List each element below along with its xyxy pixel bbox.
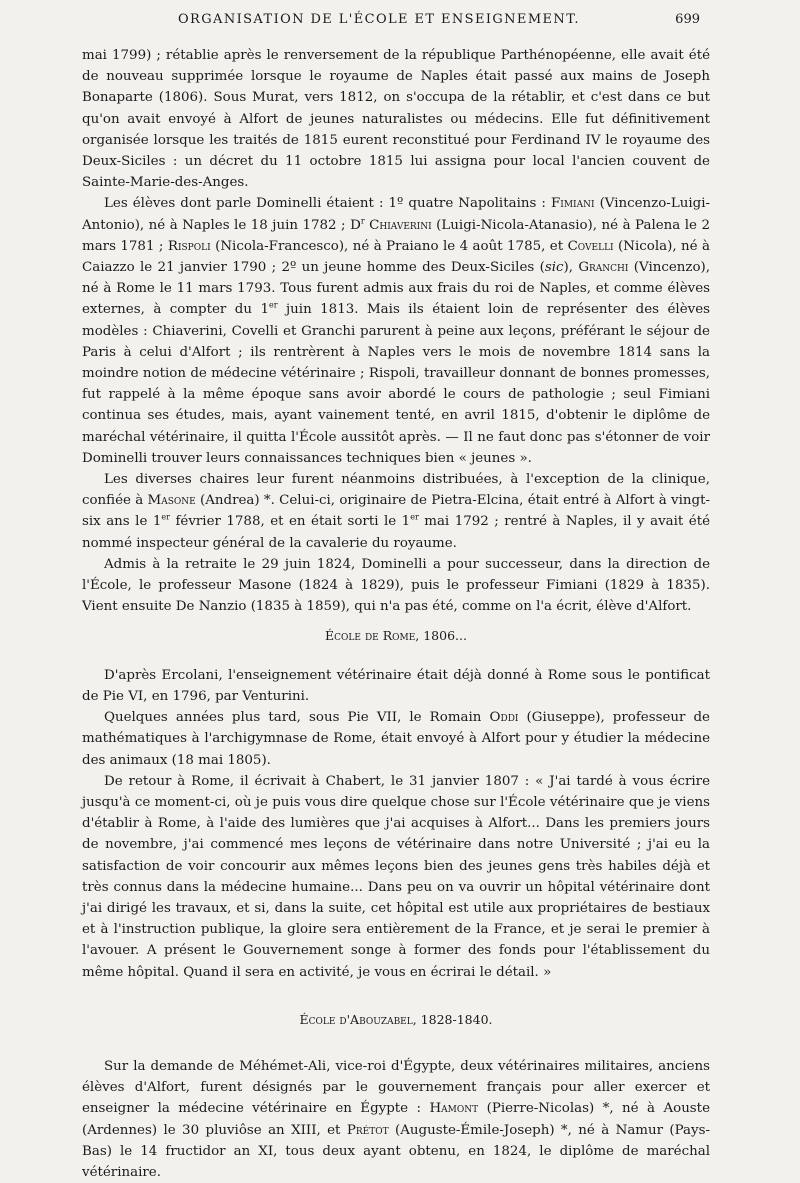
paragraph-retirement: Admis à la retraite le 29 juin 1824, Dominelli a pour successeur, dans la direction de l'École, le professeur Masone (1824 à 1829), puis le professeur Fimiani (1829 à 1835). Vient ensuite De Nanzio (1835 à 1859), qui n'a pas été, comme on l'a écrit, élève d'Alfort. (82, 556, 710, 615)
text-run: juin 1813. Mais ils étaient loin de représenter des élèves modèles : Chiaverini, Covelli et Granchi parurent à peine aux leçons, préférant le séjour de Paris à celui d'Alfort ; ils rentrèrent à Naples vers le mois de novembre 1814 sans la moindre notion de médecine vétérinaire ; Rispoli, travailleur donnant de bonnes promesses, fut rappelé à la même époque sans avoir abordé le cours de pathologie ; seul Fimiani continua ses études, mais, ayant vainement tenté, en avril 1815, d'obtenir le diplôme de maréchal vétérinaire, il quitta l'École aussitôt après. — Il ne faut donc pas s'étonner de voir Dominelli trouver leurs connaissances techniques bien « jeunes ». (82, 302, 710, 466)
text-run: mai 1792 ; rentré à Naples, il y avait été nommé inspecteur général de la cavalerie du royaume. (82, 514, 711, 551)
person-name: Chiaverini (364, 217, 432, 233)
page-number: 699 (675, 12, 700, 27)
text-run: (Pierre-Nicolas) *, né à Aouste (Ardennes) le 30 pluviôse an XIII, et (82, 1101, 710, 1138)
text-run: ), (563, 260, 579, 276)
person-name: Oddi (489, 710, 519, 726)
italic-sic: sic (544, 260, 564, 276)
person-name: Covelli (567, 238, 614, 254)
text-run: Quelques années plus tard, sous Pie VII, le Romain (104, 710, 490, 726)
section-title-rome: École de Rome, 1806... (325, 628, 467, 644)
text-run: Les élèves dont parle Dominelli étaient : 1º quatre Napolitains : (104, 196, 551, 212)
running-title: ORGANISATION DE L'ÉCOLE ET ENSEIGNEMENT. (178, 12, 580, 27)
text-run: (Luigi-Nicola-Atanasio), né à Palena le 2 mars 1781 ; (82, 217, 710, 254)
text-run: (Nicola-Francesco), né à Praiano le 4 août 1785, et (210, 238, 568, 254)
text-run: février 1788, et en était sorti le 1 (169, 514, 411, 530)
text-run: (Andrea) *. Celui-ci, originaire de Pietra-Elcina, était entré à Alfort à vingt-six ans le 1 (82, 493, 710, 530)
superscript: er (410, 513, 419, 522)
person-name: Rispoli (167, 238, 211, 254)
person-name: Masone (147, 493, 196, 509)
text-run: (Giuseppe), professeur de mathématiques à l'archigymnase de Rome, était envoyé à Alfort pour y étudier la médecine des animaux (18 mai 1805). (82, 710, 710, 768)
person-name: Hamont (429, 1101, 479, 1117)
paragraph-continuation: mai 1799) ; rétablie après le renversement de la république Parthénopéenne, elle avait été de nouveau supprimée lorsque le royaume de Naples était passé aux mains de Joseph Bonaparte (1806). Sous Murat, vers 1812, on s'occupa de la rétablir, et c'est dans ce but qu'on avait envoyé à Alfort de jeunes naturalistes ou médecins. Elle fut définitivement organisée lorsque les traités de 1815 eurent reconstitué pour Ferdinand IV le royaume des Deux-Siciles : un décret du 11 octobre 1815 lui assigna pour local l'ancien couvent de Sainte-Marie-des-Anges. (82, 48, 710, 191)
text-run: (Vincenzo), né à Rome le 11 mars 1793. Tous furent admis aux frais du roi de Naples, et comme élèves externes, à compter du 1 (82, 260, 711, 318)
paragraph-oddi (82, 707, 710, 771)
text-run: (Nicola), né à Caiazzo le 21 janvier 1790 ; 2º un jeune homme des Deux-Siciles ( (82, 238, 710, 276)
paragraph-chairs (82, 469, 710, 554)
superscript: er (268, 300, 278, 310)
section-title-abouzabel: École d'Abouzabel, 1828-1840. (299, 1011, 493, 1027)
superscript: er (161, 513, 170, 522)
text-run: Les diverses chaires leur furent néanmoins distribuées, à l'exception de la clinique, confiée à (82, 472, 710, 509)
paragraph-letter: De retour à Rome, il écrivait à Chabert, le 31 janvier 1807 : « J'ai tardé à vous écrire jusqu'à ce moment-ci, où je puis vous dire quelque chose sur l'École vétérinaire que je viens d'établir à Rome, à l'aide des lumières que j'ai acquises à Alfort... Dans les premiers jours de novembre, j'ai commencé mes leçons de vétérinaire dans notre Université ; j'ai eu la satisfaction de voir concourir aux mêmes leçons bien des jeunes gens très habiles déjà et très connus dans la médecine humaine... Dans peu on va ouvrir un hôpital vétérinaire dont j'ai dirigé les travaux, et si, dans la suite, cet hôpital est utile aux propriétaires de bestiaux et à l'instruction publique, la gloire sera entièrement de la France, et je serai le premier à l'avouer. A présent le Gouvernement songe à former des fonds pour l'établissement du même hôpital. Quand il sera en activité, je vous en écrirai le détail. » (82, 773, 710, 980)
paragraph-ercolani: D'après Ercolani, l'enseignement vétérinaire était déjà donné à Rome sous le pontificat de Pie VI, en 1796, par Venturini. (82, 667, 710, 704)
paragraph-students (82, 193, 710, 469)
text-run: Sur la demande de Méhémet-Ali, vice-roi d'Égypte, deux vétérinaires militaires, anciens élèves d'Alfort, furent désignés par le gouvernement français pour aller exercer et enseigner la médecine vétérinaire en Égypte : (82, 1058, 710, 1117)
person-name: Granchi (578, 260, 629, 276)
text-run: (Vincenzo-Luigi-Antonio), né à Naples le 18 juin 1782 ; D (82, 196, 710, 233)
superscript: r (360, 216, 365, 226)
text-run: (Auguste-Émile-Joseph) *, né à Namur (Pays-Bas) le 14 fructidor an XI, tous deux ayant obtenu, en 1824, le diplôme de maréchal vétérinaire. (82, 1122, 711, 1180)
paragraph-egypt (82, 1056, 710, 1183)
person-name: Fimiani (550, 196, 595, 212)
text-body (82, 45, 710, 1183)
person-name: Prétot (346, 1122, 389, 1138)
